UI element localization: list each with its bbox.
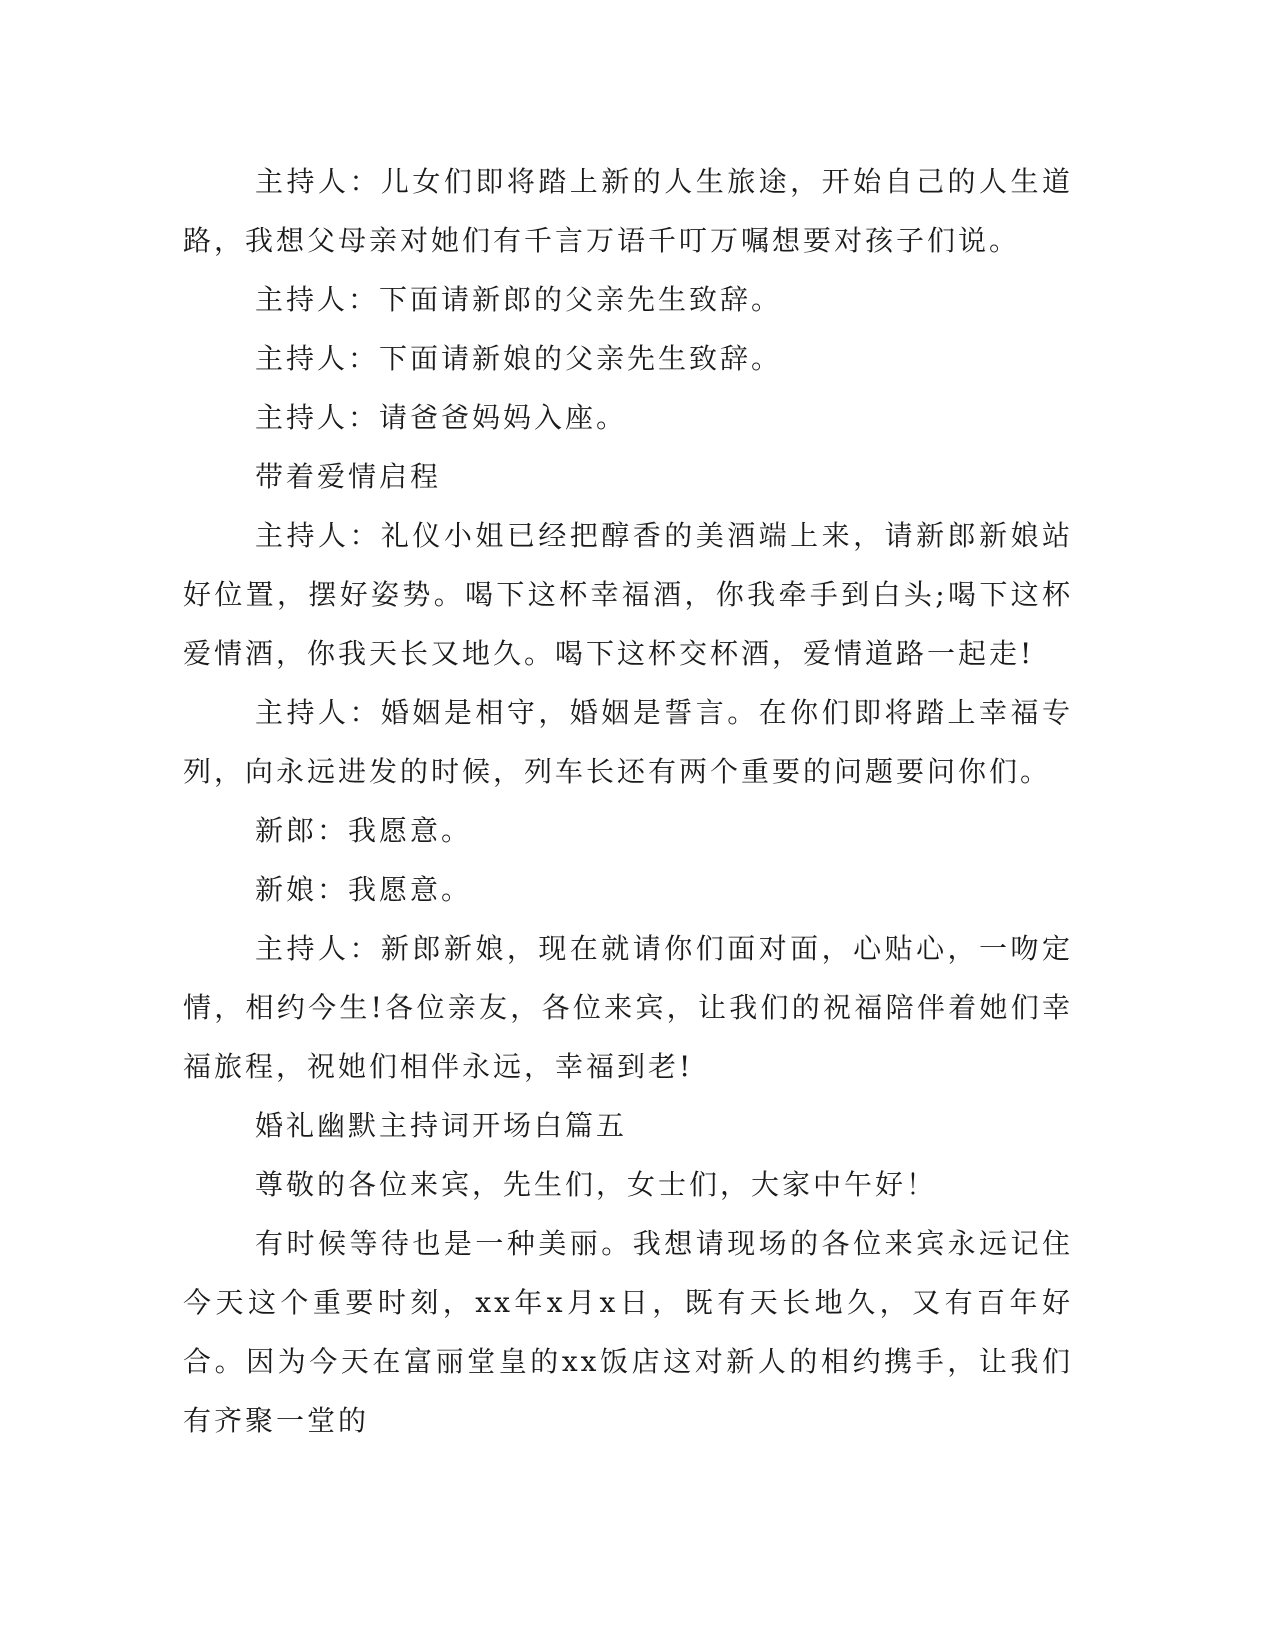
paragraph-toast: 主持人：礼仪小姐已经把醇香的美酒端上来，请新郎新娘站好位置，摆好姿势。喝下这杯幸福酒，你我牵手到白头;喝下这杯爱情酒，你我天长又地久。喝下这杯交杯酒，爱情道路一起走!	[183, 519, 1073, 670]
paragraph-bride-answer: 新娘：我愿意。	[255, 873, 473, 906]
paragraph-waiting-beauty: 有时候等待也是一种美丽。我想请现场的各位来宾永远记住今天这个重要时刻，xx年x月x日，既有天长地久，又有百年好合。因为今天在富丽堂皇的xx饭店这对新人的相约携手，让我们有齐聚一堂的	[183, 1227, 1073, 1437]
paragraph-kiss-blessing: 主持人：新郎新娘，现在就请你们面对面，心贴心，一吻定情，相约今生!各位亲友，各位来宾，让我们的祝福陪伴着她们幸福旅程，祝她们相伴永远，幸福到老!	[183, 932, 1073, 1083]
paragraph-greeting: 尊敬的各位来宾，先生们，女士们，大家中午好！	[255, 1168, 938, 1201]
document-page	[183, 152, 1073, 1450]
paragraph-marriage-vow: 主持人：婚姻是相守，婚姻是誓言。在你们即将踏上幸福专列，向永远进发的时候，列车长还有两个重要的问题要问你们。	[183, 696, 1073, 788]
paragraph-groom-father-speech: 主持人：下面请新郎的父亲先生致辞。	[255, 283, 783, 316]
section-heading-part-five: 婚礼幽默主持词开场白篇五	[255, 1109, 628, 1142]
paragraph-parents-seated: 主持人：请爸爸妈妈入座。	[255, 401, 628, 434]
section-heading-love-journey: 带着爱情启程	[255, 460, 442, 493]
paragraph-host-parents-intro: 主持人：儿女们即将踏上新的人生旅途，开始自己的人生道路，我想父母亲对她们有千言万语千叮万嘱想要对孩子们说。	[183, 165, 1073, 257]
paragraph-groom-answer: 新郎：我愿意。	[255, 814, 473, 847]
paragraph-bride-father-speech: 主持人：下面请新娘的父亲先生致辞。	[255, 342, 783, 375]
